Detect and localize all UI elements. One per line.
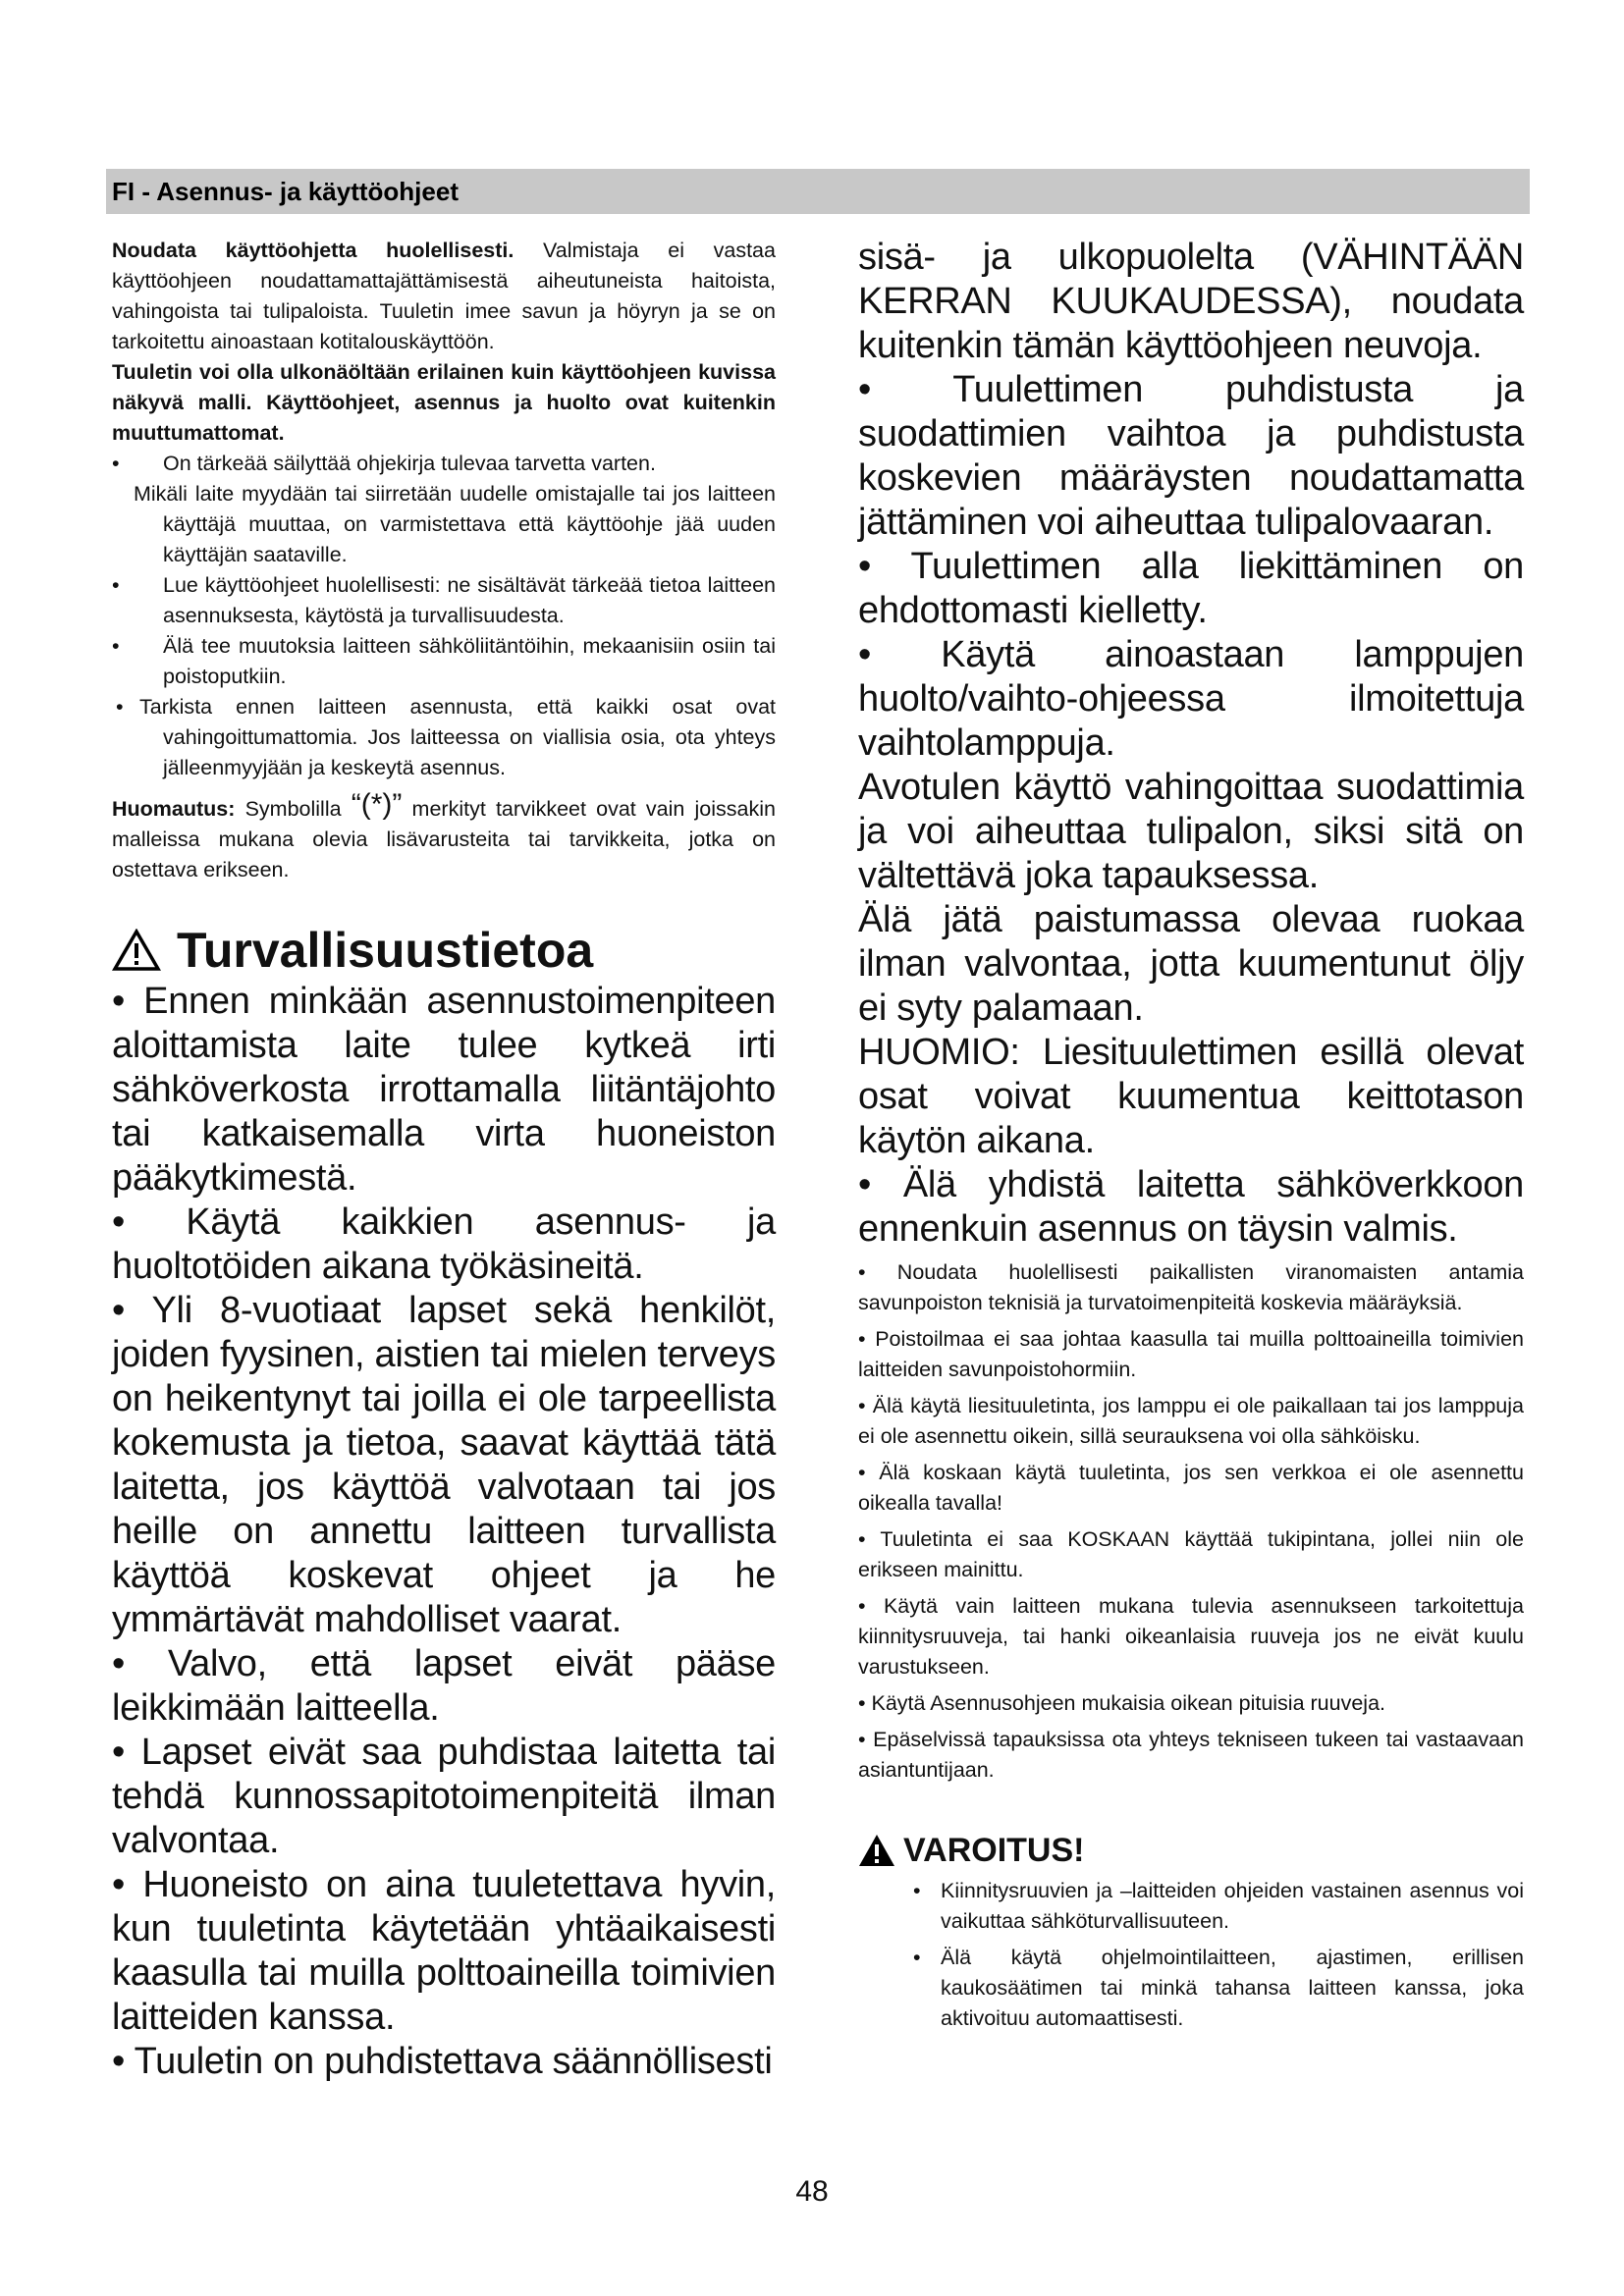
safety-item: • Tuuletin on puhdistettava säännöllisesti — [112, 2041, 773, 2082]
warning-triangle-icon — [858, 1834, 895, 1867]
safety-item: • Älä yhdistä laitetta sähköverkkoon ennenkuin asennus on täysin valmis. — [858, 1164, 1524, 1250]
safety-heading: Turvallisuustietoa — [112, 923, 776, 978]
warning-item: • Kiinnitysruuvien ja –laitteiden ohjeiden vastainen asennus voi vaikuttaa sähköturvallisuuteen. — [913, 1879, 1524, 1933]
safety-item: • Huoneisto on aina tuuletettava hyvin, kun tuuletinta käytetään yhtäaikaisesti kaasulla tai muilla polttoaineilla toimivien laitteiden kanssa. — [112, 1864, 776, 2038]
section-header: FI - Asennus- ja käyttöohjeet — [106, 169, 1530, 214]
intro-bullet: Mikäli laite myydään tai siirretään uudelle omistajalle tai jos laitteen käyttäjä muuttaa, on varmistettava että käyttöohje jää uuden käyttäjän saataville. — [134, 482, 776, 566]
intro-bullet: • Lue käyttöohjeet huolellisesti: ne sisältävät tärkeää tietoa laitteen asennuksesta, käytöstä ja turvallisuudesta. — [112, 573, 776, 627]
safety-item-small: • Käytä Asennusohjeen mukaisia oikean pituisia ruuveja. — [858, 1691, 1385, 1715]
note-paragraph: Huomautus: Symbolilla “(*)” merkityt tarvikkeet ovat vain joissakin malleissa mukana olevia lisävarusteita tai tarvikkeita, jotka on ostettava erikseen. — [112, 788, 776, 881]
page-number: 48 — [795, 2175, 829, 2208]
safety-item: • Ennen minkään asennustoimenpiteen aloittamista laite tulee kytkeä irti sähköverkosta irrottamalla liitäntäjohto tai katkaisemalla virta huoneiston pääkytkimestä. — [112, 981, 776, 1199]
right-column — [858, 236, 1524, 2034]
intro-paragraph-2: Tuuletin voi olla ulkonäöltään erilainen kuin käyttöohjeen kuvissa näkyvä malli. Käyttöohjeet, asennus ja huolto ovat kuitenkin muuttumattomat. — [112, 360, 776, 445]
intro-text: Valmistaja ei vastaa käyttöohjeen noudattamattajättämisestä aiheutuneista haitoista, vahingoista tai tulipaloista. Tuuletin imee savun ja höyryn ja se on tarkoitettu ainoastaan kotitalouskäyttöön. — [112, 239, 776, 353]
safety-item-small: • Käytä vain laitteen mukana tulevia asennukseen tarkoitettuja kiinnitysruuveja, tai hanki oikeanlaisia ruuveja jos ne eivät kuulu varustukseen. — [858, 1594, 1524, 1679]
intro-bullet: • On tärkeää säilyttää ohjekirja tulevaa tarvetta varten. — [112, 452, 656, 475]
safety-item: sisä- ja ulkopuolelta (VÄHINTÄÄN KERRAN KUUKAUDESSA), noudata kuitenkin tämän käyttöohjeen neuvoja. — [858, 237, 1524, 366]
warning-list — [858, 1876, 1524, 2034]
safety-item: • Lapset eivät saa puhdistaa laitetta tai tehdä kunnossapitotoimenpiteitä ilman valvontaa. — [112, 1732, 776, 1861]
warning-item: • Älä käytä ohjelmointilaitteen, ajastimen, erillisen kaukosäätimen tai minkä tahansa laitteen kanssa, joka aktivoituu automaattisesti. — [913, 1946, 1524, 2030]
safety-item-small: • Epäselvissä tapauksissa ota yhteys tekniseen tukeen tai vastaavaan asiantuntijaan. — [858, 1728, 1524, 1782]
safety-item: • Yli 8-vuotiaat lapset sekä henkilöt, joiden fyysinen, aistien tai mielen terveys on heikentynyt tai joilla ei ole tarpeellista kokemusta ja tietoa, saavat käyttää tätä laitetta, jos käyttöä valvotaan tai jos heille on annettu laitteen turvallista käyttöä koskevat ohjeet ja he ymmärtävät mahdolliset vaarat. — [112, 1290, 776, 1640]
warning-heading: VAROITUS! — [858, 1831, 1524, 1870]
intro-bold-lead: Noudata käyttöohjetta huolellisesti. — [112, 239, 514, 262]
safety-item-small: • Poistoilmaa ei saa johtaa kaasulla tai muilla polttoaineilla toimivien laitteiden savunpoistohormiin. — [858, 1327, 1524, 1381]
intro-paragraph-1 — [112, 236, 776, 357]
safety-item: • Käytä ainoastaan lamppujen huolto/vaihto-ohjeessa ilmoitettuja vaihtolamppuja. — [858, 634, 1524, 764]
safety-item-small: • Noudata huolellisesti paikallisten viranomaisten antamia savunpoiston teknisiä ja turvatoimenpiteitä koskevia määräyksiä. — [858, 1260, 1524, 1314]
safety-item-small: • Älä käytä liesituuletinta, jos lamppu ei ole paikallaan tai jos lamppuja ei ole asennettu oikein, sillä seurauksena voi olla sähköisku. — [858, 1394, 1524, 1448]
left-column — [112, 236, 776, 2084]
safety-item: HUOMIO: Liesituulettimen esillä olevat osat voivat kuumentua keittotason käytön aikana. — [858, 1032, 1524, 1161]
safety-item: Älä jätä paistumassa olevaa ruokaa ilman valvontaa, jotta kuumentunut öljy ei syty palamaan. — [858, 899, 1524, 1029]
safety-item: • Käytä kaikkien asennus- ja huoltotöiden aikana työkäsineitä. — [112, 1201, 776, 1287]
safety-item-small: • Tuuletinta ei saa KOSKAAN käyttää tukipintana, jollei niin ole erikseen mainittu. — [858, 1527, 1524, 1581]
intro-bullet: • Älä tee muutoksia laitteen sähköliitäntöihin, mekaanisiin osiin tai poistoputkiin. — [112, 634, 776, 688]
safety-item: • Tuulettimen alla liekittäminen on ehdottomasti kielletty. — [858, 546, 1524, 631]
safety-item: • Tuulettimen puhdistusta ja suodattimien vaihtoa ja puhdistusta koskevien määräysten noudattamatta jättäminen voi aiheuttaa tulipalovaaran. — [858, 369, 1524, 543]
safety-item: Avotulen käyttö vahingoittaa suodattimia ja voi aiheuttaa tulipalon, siksi sitä on vältettävä joka tapauksessa. — [858, 767, 1524, 896]
note-label: Huomautus: — [112, 797, 236, 821]
safety-item-small: • Älä koskaan käytä tuuletinta, jos sen verkkoa ei ole asennettu oikealla tavalla! — [858, 1461, 1524, 1515]
safety-item: • Valvo, että lapset eivät pääse leikkimään laitteella. — [112, 1643, 776, 1729]
intro-bullet: • Tarkista ennen laitteen asennusta, että kaikki osat ovat vahingoittumattomia. Jos laitteessa on viallisia osia, ota yhteys jälleenmyyjään ja keskeytä asennus. — [116, 695, 776, 779]
warning-triangle-icon — [112, 929, 161, 972]
note-symbol: “(*)” — [351, 788, 403, 821]
